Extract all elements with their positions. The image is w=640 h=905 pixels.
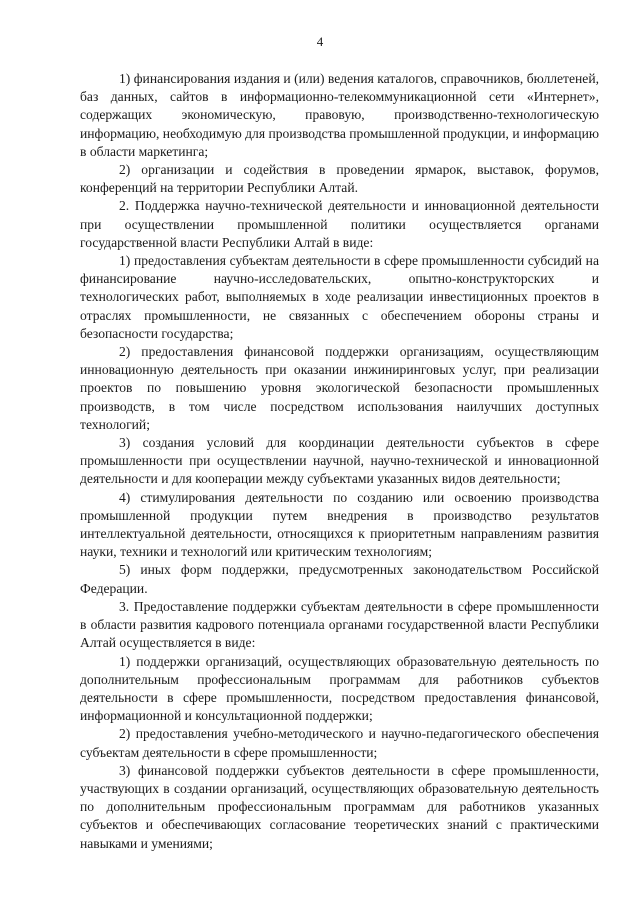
document-body [80, 70, 599, 853]
paragraph-3-2: 2) предоставления учебно-методического и научно-педагогического обеспечения субъектам деятельности в сфере промышленности; [80, 726, 599, 760]
paragraph-2-5: 5) иных форм поддержки, предусмотренных законодательством Российской Федерации. [80, 562, 599, 596]
paragraph-2-2: 2) предоставления финансовой поддержки организациям, осуществляющим инновационную деятельность при оказании инжиниринговых услуг, при реализации проектов по повышению уровня экологической безопасности промышленных производств, в том числе посредством использования наилучших доступных технологий; [80, 344, 599, 432]
paragraph-3-1: 1) поддержки организаций, осуществляющих образовательную деятельность по дополнительным профессиональным программам для работников субъектов деятельности в сфере промышленности, посредством предоставления финансовой, информационной и консультационной поддержки; [80, 653, 599, 724]
paragraph-2-1: 1) предоставления субъектам деятельности в сфере промышленности субсидий на финансирование научно-исследовательских, опытно-конструкторских и технологических работ, выполняемых в ходе реализации инвестиционных проектов в отраслях промышленности, не связанных с обеспечением обороны страны и безопасности государства; [80, 253, 599, 341]
paragraph-section-3: 3. Предоставление поддержки субъектам деятельности в сфере промышленности в области развития кадрового потенциала органами государственной власти Республики Алтай осуществляется в виде: [80, 598, 599, 651]
paragraph-1-1: 1) финансирования издания и (или) ведения каталогов, справочников, бюллетеней, баз данных, сайтов в информационно-телекоммуникационной сети «Интернет», содержащих экономическую, правовую, производственно-технологическую информацию, необходимую для производства промышленной продукции, и информацию в области маркетинга; [80, 71, 600, 159]
paragraph-2-4: 4) стимулирования деятельности по созданию или освоению производства промышленной продукции путем внедрения в производство результатов интеллектуальной деятельности, относящихся к приоритетным направлениям развития науки, техники и технологий или критическим технологиям; [80, 489, 599, 560]
paragraph-section-2: 2. Поддержка научно-технической деятельности и инновационной деятельности при осуществлении промышленной политики осуществляется органами государственной власти Республики Алтай в виде: [80, 198, 599, 250]
paragraph-3-3: 3) финансовой поддержки субъектов деятельности в сфере промышленности, участвующих в создании организаций, осуществляющих образовательную деятельность по дополнительным профессиональным программам для работников указанных субъектов и обеспечивающих согласование теоретических знаний с практическими навыками и умениями; [80, 762, 599, 851]
paragraph-1-2: 2) организации и содействия в проведении ярмарок, выставок, форумов, конференций на территории Республики Алтай. [80, 162, 599, 196]
paragraph-2-3: 3) создания условий для координации деятельности субъектов в сфере промышленности при осуществлении научной, научно-технической и инновационной деятельности и для кооперации между субъектами указанных видов деятельности; [80, 435, 599, 487]
page-number: 4 [316, 34, 324, 49]
